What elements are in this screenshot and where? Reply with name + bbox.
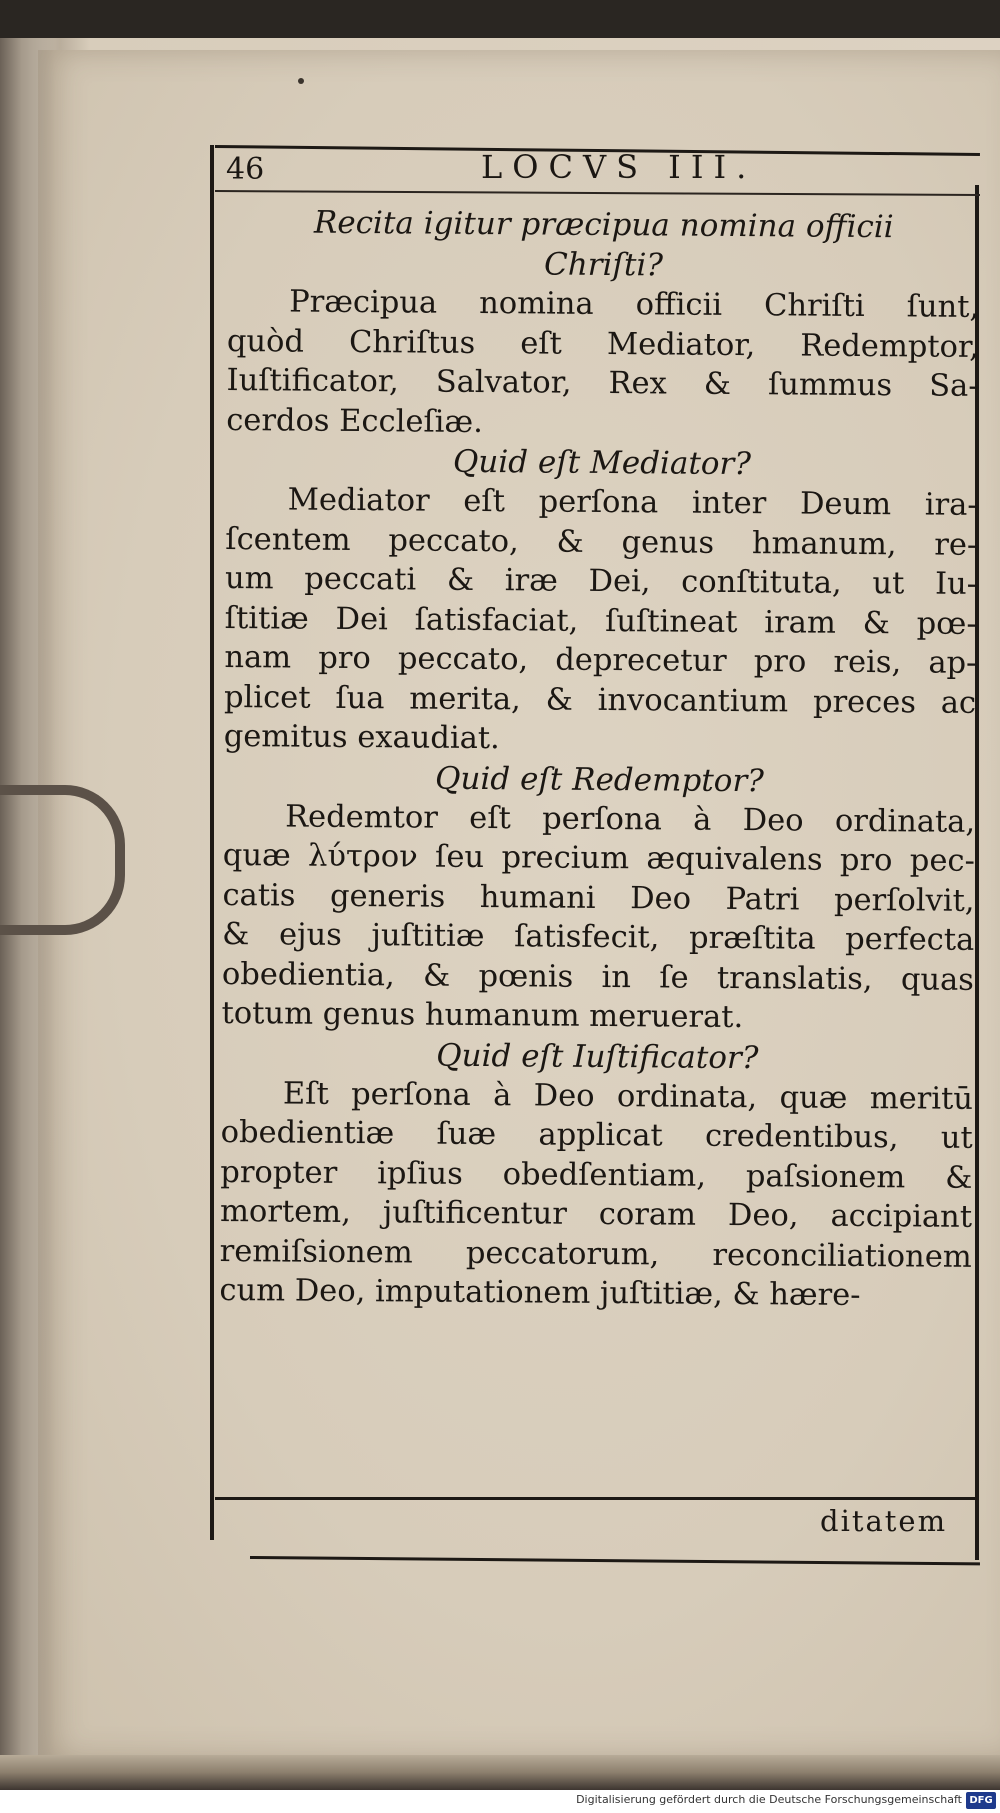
answer-line: cum Deo, imputationem juſtitiæ, & hære-: [219, 1272, 861, 1314]
answer-line: Mediator eſt perſona inter Deum ira-: [287, 482, 978, 523]
answer-line: obedientiæ ſuæ applicat credentibus, ut: [220, 1114, 973, 1156]
dfg-logo: DFG: [966, 1792, 996, 1809]
answer-line: ſcentem peccato, & genus hmanum, re-: [225, 521, 978, 563]
funding-credit: Digitalisierung gefördert durch die Deutsche Forschungsgemeinschaft: [576, 1793, 962, 1806]
catchword: ditatem: [820, 1504, 948, 1538]
answer-line: Redemtor eſt perſona à Deo ordinata,: [285, 798, 976, 840]
answer-line: ſtitiæ Dei ſatisfaciat, ſuſtineat iram & pœ-: [224, 600, 977, 642]
answer-line: mortem, juſtificentur coram Deo, accipiant: [219, 1193, 973, 1235]
answer-line: plicet ſua merita, & invocantium preces ac: [223, 679, 977, 721]
running-head: LOCVS III.: [481, 148, 757, 186]
question-line: Quid eſt Redemptor?: [434, 760, 765, 799]
answer-line: & ejus juſtitiæ ſatisfecit, præſtita perfecta: [222, 916, 975, 958]
answer-line: catis generis humani Deo Patri perſolvit,: [222, 877, 975, 919]
book-bottom-edge: [0, 1755, 1000, 1790]
ink-spot: [298, 78, 304, 84]
question-line: Quid eſt Iuſtificator?: [436, 1037, 759, 1076]
answer-line: quæ λύτρον ſeu precium æquivalens pro pec-: [222, 837, 975, 879]
question-line: Recita igitur præcipua nomina officii: [313, 204, 894, 246]
answer-line: cerdos Eccleſiæ.: [226, 402, 484, 440]
text-block: [219, 202, 980, 1316]
answer-line: quòd Chriſtus eſt Mediator, Redemptor,: [226, 323, 980, 365]
answer-line: obedientia, & pœnis in ſe translatis, quas: [221, 956, 975, 998]
question-line: Chriſti?: [543, 246, 664, 284]
frame-left-rule: [210, 145, 214, 1540]
question-heading: [223, 756, 975, 802]
answer-line: remiſsionem peccatorum, reconciliationem: [219, 1233, 972, 1275]
answer-line: Iuſtificator, Salvator, Rex & ſummus Sa-: [226, 362, 979, 404]
answer-line: Eſt perſona à Deo ordinata, quæ meritū: [282, 1075, 974, 1117]
bottom-rule: [215, 1497, 975, 1500]
question-heading: [227, 202, 980, 288]
footer-bar: [0, 1790, 1000, 1813]
question-heading: [226, 440, 978, 486]
question-line: Quid eſt Mediator?: [452, 443, 752, 483]
question-heading: [221, 1033, 973, 1079]
answer-line: gemitus exaudiat.: [223, 718, 500, 757]
clasp-ring: [0, 785, 125, 935]
page-number: 46: [226, 152, 265, 187]
answer-line: um peccati & iræ Dei, conſtituta, ut Iu-: [224, 560, 978, 602]
answer-line: totum genus humanum meruerat.: [221, 995, 744, 1036]
answer-line: propter ipſius obedſentiam, paſsionem &: [220, 1154, 973, 1196]
answer-line: nam pro peccato, deprecetur pro reis, ap-: [224, 639, 977, 681]
page-header: [226, 148, 966, 188]
answer-line: Præcipua nomina officii Chriſti ſunt,: [289, 284, 980, 325]
